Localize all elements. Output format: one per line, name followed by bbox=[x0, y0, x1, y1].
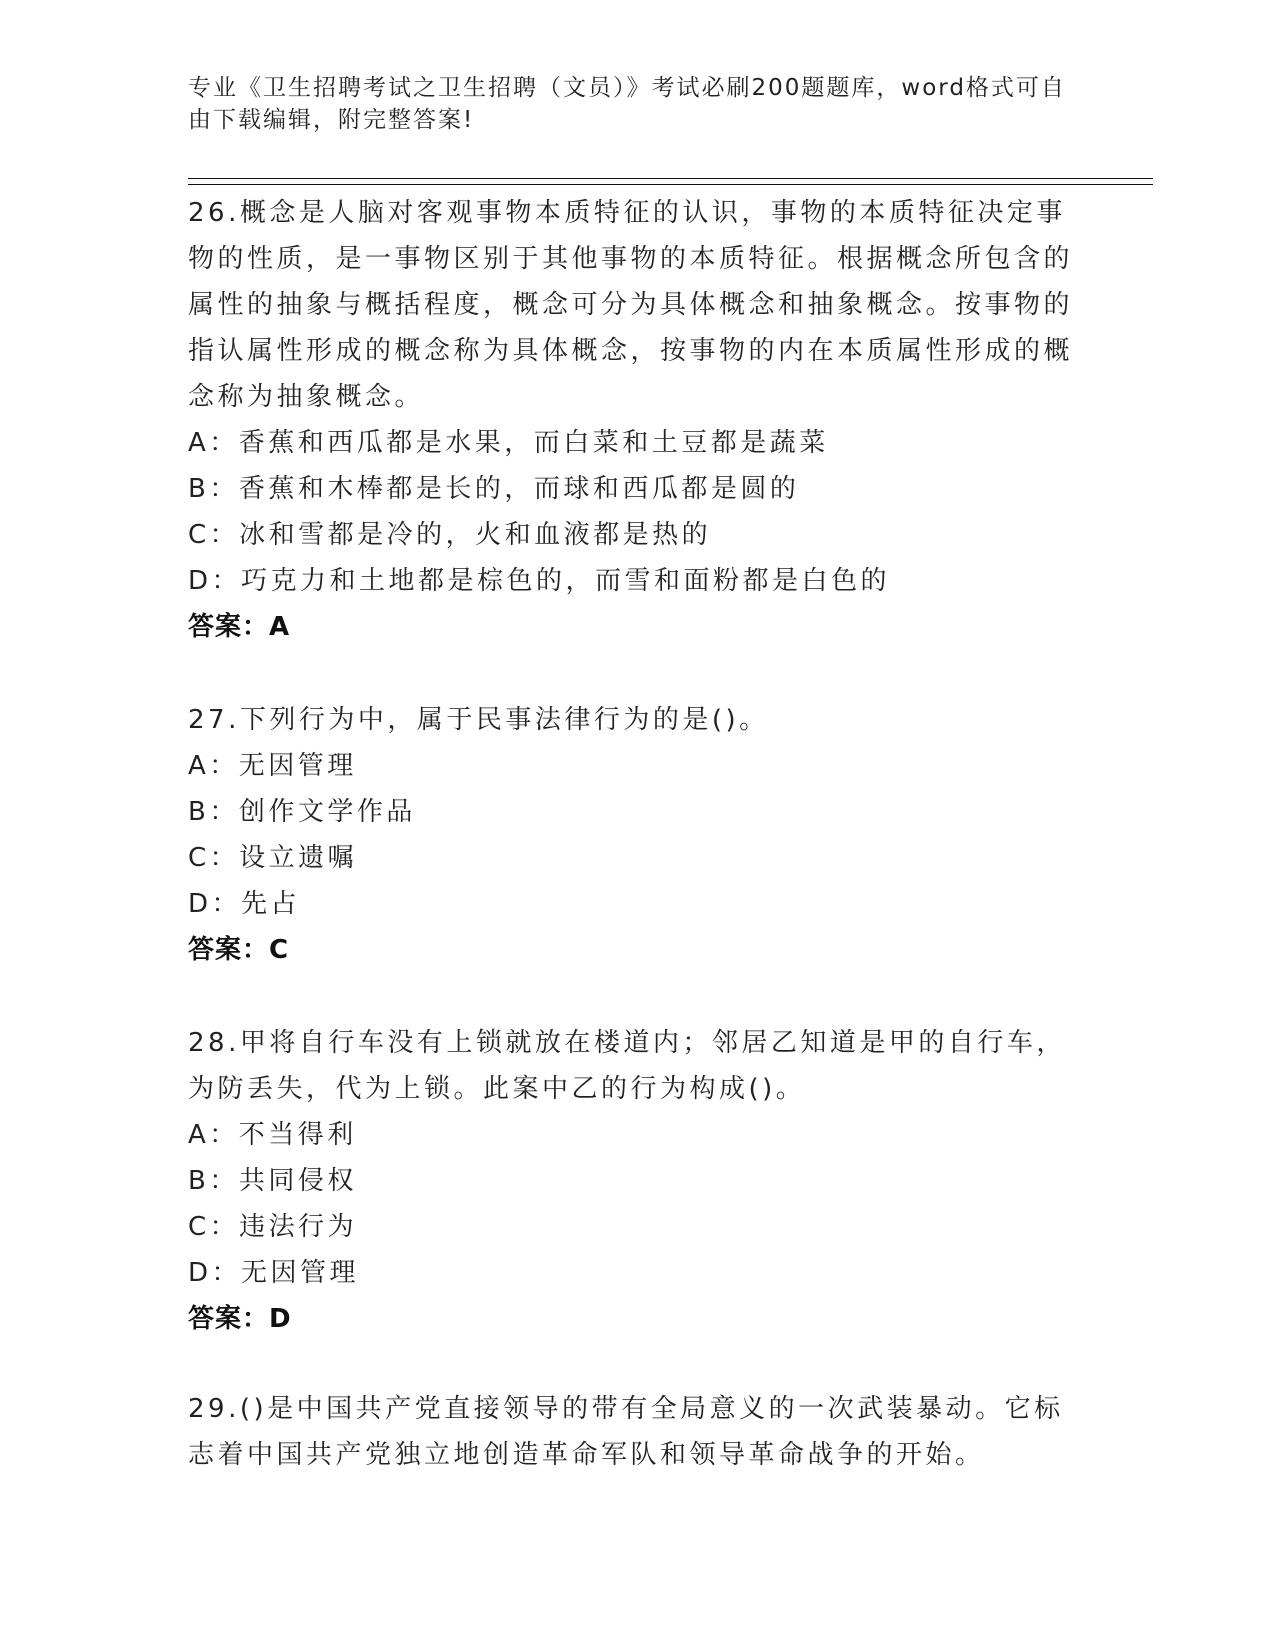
question-list bbox=[188, 190, 1088, 1524]
option-d: D：巧克力和土地都是棕色的，而雪和面粉都是白色的 bbox=[188, 566, 891, 596]
document-header: 专业《卫生招聘考试之卫生招聘（文员）》考试必刷200题题库，word格式可自由下载编辑，附完整答案! bbox=[188, 75, 1066, 133]
question-stem: 26.概念是人脑对客观事物本质特征的认识，事物的本质特征决定事物的性质，是一事物区别于其他事物的本质特征。根据概念所包含的属性的抽象与概括程度，概念可分为具体概念和抽象概念。按事物的指认属性形成的概念称为具体概念，按事物的内在本质属性形成的概念称为抽象概念。 bbox=[188, 198, 1074, 412]
option-d: D：先占 bbox=[188, 889, 301, 919]
header-rule-top bbox=[188, 178, 1153, 179]
header-rule-bottom bbox=[188, 184, 1153, 185]
option-d: D：无因管理 bbox=[188, 1258, 360, 1288]
option-c: C：冰和雪都是冷的，火和血液都是热的 bbox=[188, 520, 712, 550]
option-b: B：共同侵权 bbox=[188, 1166, 357, 1196]
question-stem: 28.甲将自行车没有上锁就放在楼道内；邻居乙知道是甲的自行车，为防丢失，代为上锁。此案中乙的行为构成()。 bbox=[188, 1028, 1066, 1104]
answer-line: 答案：A bbox=[188, 612, 291, 642]
question-27 bbox=[188, 697, 1088, 973]
answer-line: 答案：D bbox=[188, 1304, 292, 1334]
question-28 bbox=[188, 1020, 1088, 1342]
question-stem: 27.下列行为中，属于民事法律行为的是()。 bbox=[188, 705, 769, 735]
option-c: C：违法行为 bbox=[188, 1212, 358, 1242]
option-a: A：不当得利 bbox=[188, 1120, 357, 1150]
question-stem: 29.()是中国共产党直接领导的带有全局意义的一次武装暴动。它标志着中国共产党独立地创造革命军队和领导革命战争的开始。 bbox=[188, 1394, 1064, 1470]
answer-line: 答案：C bbox=[188, 935, 290, 965]
question-29 bbox=[188, 1386, 1088, 1478]
option-b: B：创作文学作品 bbox=[188, 797, 416, 827]
option-a: A：香蕉和西瓜都是水果，而白菜和土豆都是蔬菜 bbox=[188, 428, 829, 458]
option-b: B：香蕉和木棒都是长的，而球和西瓜都是圆的 bbox=[188, 474, 800, 504]
option-c: C：设立遗嘱 bbox=[188, 843, 358, 873]
option-a: A：无因管理 bbox=[188, 751, 357, 781]
question-26 bbox=[188, 190, 1088, 650]
